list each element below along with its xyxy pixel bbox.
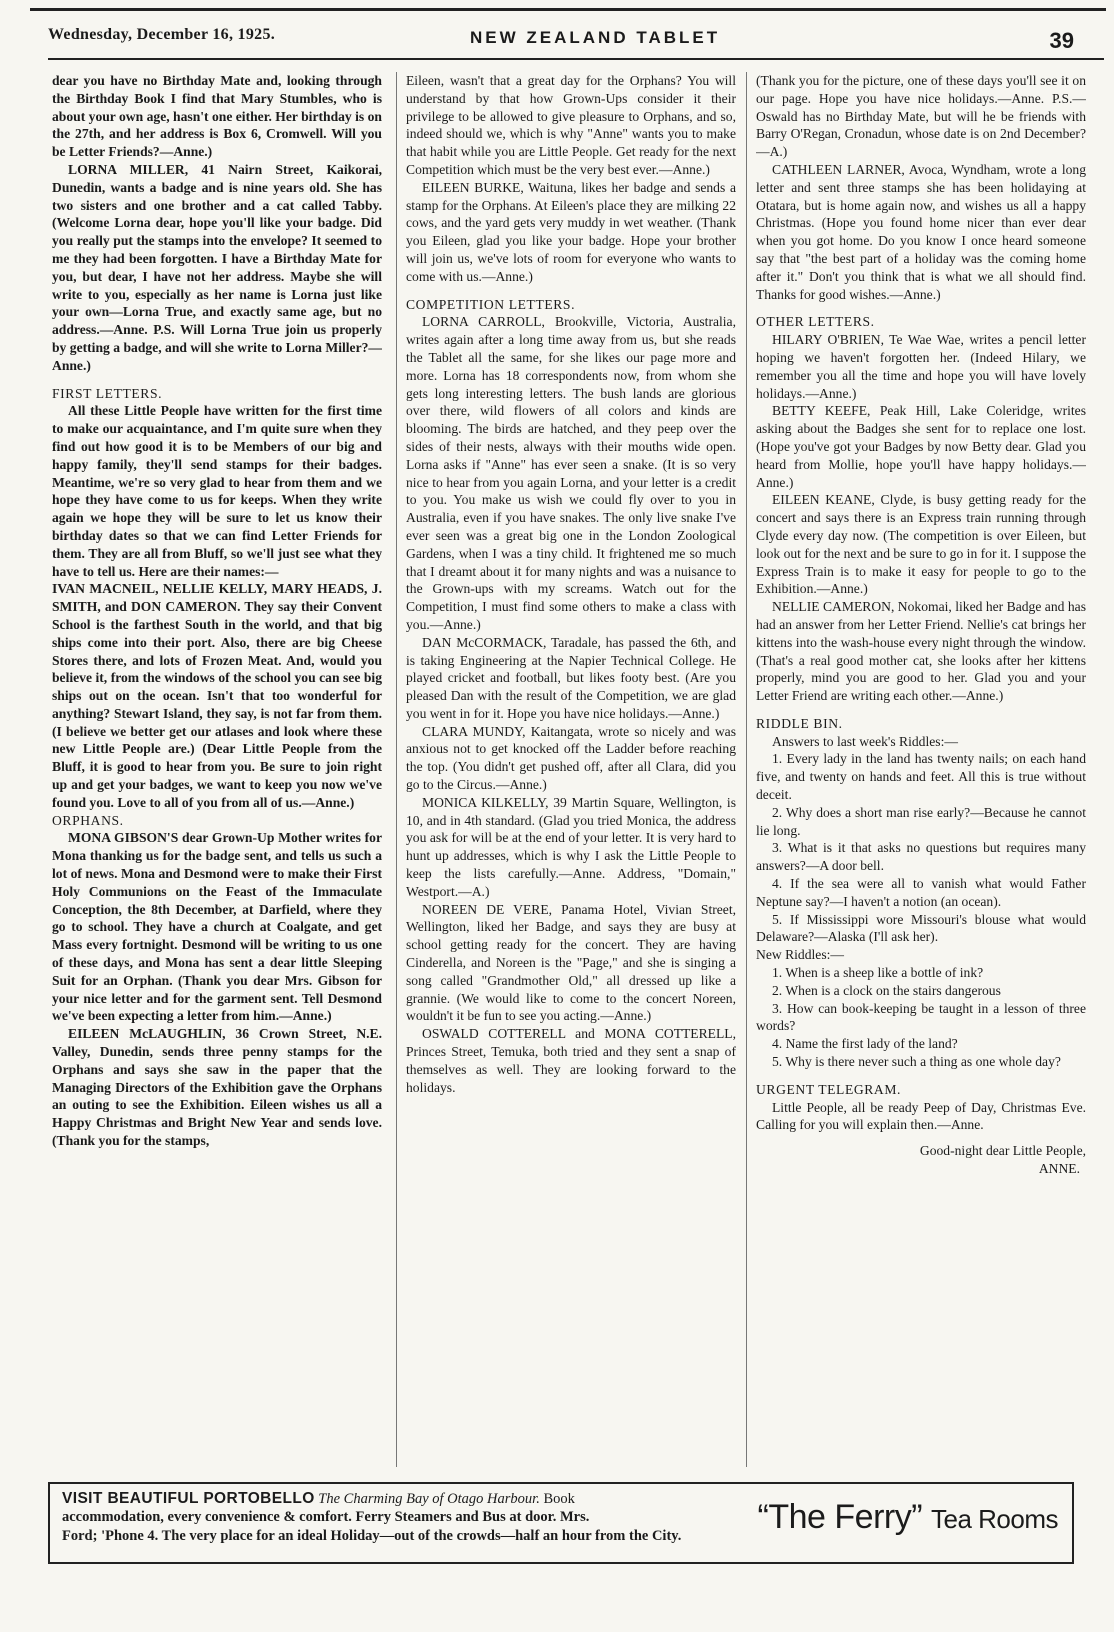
paragraph: EILEEN McLAUGHLIN, 36 Crown Street, N.E. Valley, Dunedin, sends three penny stamps for the Orphans and says she saw in the paper that the Managing Directors of the Exhibition gave the Orphans an outing to see the Exhibition. Eileen wishes us all a Happy Christmas and Bright New Year and sends love. (Thank you for the stamps, bbox=[52, 1026, 382, 1149]
riddle-question: 3. How can book-keeping be taught in a lesson of three words? bbox=[756, 1000, 1086, 1034]
paragraph: dear you have no Birthday Mate and, looking through the Birthday Book I find that Mary Stumbles, who is about your own age, hasn't one either. Her birthday is on the 27th, and her address is Box 6, Cromwell. Will you be Letter Friends?—Anne.) bbox=[52, 73, 382, 160]
paragraph: LORNA MILLER, 41 Nairn Street, Kaikorai, Dunedin, wants a badge and is nine years old. She has two sisters and one brother and a cat called Tabby. (Welcome Lorna dear, hope you'll like your badge. Did you really put the stamps into the envelope? It seemed to me they had been forgotten. I have a Birthday Mate for you, but dear, I have not her address. Maybe she will write to you, especially as her name is Lorna just like your own—Lorna True, and exactly same age, but no address.—Anne. P.S. Will Lorna True join us properly by getting a badge, and will she write to Lorna Miller?—Anne.) bbox=[52, 161, 382, 373]
ad-tagline: The Charming Bay of Otago Harbour. bbox=[318, 1491, 540, 1507]
riddle-intro: Answers to last week's Riddles:— bbox=[772, 733, 958, 749]
riddle-question: 4. Name the first lady of the land? bbox=[772, 1036, 958, 1052]
riddle-question: 2. When is a clock on the stairs dangerous bbox=[772, 982, 1001, 998]
section-heading: URGENT TELEGRAM. bbox=[756, 1081, 902, 1097]
paragraph: HILARY O'BRIEN, Te Wae Wae, writes a pencil letter hoping we haven't forgotten her. (Indeed Hilary, we remember you all the time and hope you will have lovely holidays.—Anne.) bbox=[756, 332, 1086, 401]
paragraph: DAN McCORMACK, Taradale, has passed the 6th, and is taking Engineering at the Napier Technical College. He played cricket and football, but likes footy best. (Are you pleased Dan with the result of the Competition, we are glad you went in for it. Hope you have nice holidays.—Anne.) bbox=[406, 634, 736, 721]
paragraph: OSWALD COTTERELL and MONA COTTERELL, Princes Street, Temuka, both tried and they sent a snap of themselves as well. They are looking forward to the holidays. bbox=[406, 1026, 736, 1095]
issue-date: Wednesday, December 16, 1925. bbox=[48, 26, 276, 43]
paragraph: (Thank you for the picture, one of these days you'll see it on our page. Hope you have nice holidays.—Anne. P.S.—Oswald has no Birthday Mate, but will he be friends with Barry O'Regan, Cronadun, whose date is on 2nd December?—A.) bbox=[756, 73, 1086, 160]
riddle-intro: New Riddles:— bbox=[756, 947, 844, 963]
ad-text: 'Phone 4. The very place for an ideal Holiday—out of the crowds—half an hour from the City. bbox=[101, 1528, 682, 1544]
column-one bbox=[52, 72, 382, 1472]
paragraph: MONICA KILKELLY, 39 Martin Square, Wellington, is 10, and in 4th standard. (Glad you tried Monica, the address you ask for will be at the end of your letter. It is very hard to hunt up addresses, which is why I ask the Little People to keep the lists carefully.—Anne. Address, "Domain," Westport.—A.) bbox=[406, 794, 736, 899]
ad-brand-tail: Tea Rooms bbox=[931, 1504, 1058, 1534]
page-header bbox=[48, 24, 1074, 54]
closing-line: Good-night dear Little People, bbox=[919, 1143, 1086, 1159]
riddle-question: 1. When is a sheep like a bottle of ink? bbox=[772, 965, 984, 981]
header-rule bbox=[48, 58, 1104, 60]
riddle-question: 5. Why is there never such a thing as one whole day? bbox=[772, 1054, 1061, 1070]
ad-brand bbox=[758, 1498, 1058, 1537]
column-divider bbox=[396, 72, 397, 1467]
section-heading: ORPHANS. bbox=[52, 812, 124, 828]
paragraph: BETTY KEEFE, Peak Hill, Lake Coleridge, writes asking about the Badges she sent for to replace one lost. (Hope you've got your Badges by now Betty dear. Glad you heard from Mollie, hope you'll have happy holidays.—Anne.) bbox=[756, 403, 1086, 490]
paragraph: NOREEN DE VERE, Panama Hotel, Vivian Street, Wellington, liked her Badge, and says they are busy at school getting ready for the concert. They are having Cinderella, and Noreen is the "Page," and she is singing a song called "Grandmother Old," all dressed up like a grannie. (We would like to come to the concert Noreen, wouldn't it be fun to see you acting.—Anne.) bbox=[406, 901, 736, 1024]
paragraph: Little People, all be ready Peep of Day, Christmas Eve. Calling for you will explain then.—Anne. bbox=[756, 1099, 1086, 1133]
top-rule bbox=[30, 8, 1106, 11]
paragraph: Eileen, wasn't that a great day for the Orphans? You will understand by that how Grown-Ups consider it their privilege to be allowed to give pleasure to Orphans, and so, indeed should we, which is why "Anne" wants you to make that habit while you are Little People. Get ready for the next Competition which must be the very best ever.—Anne.) bbox=[406, 73, 736, 177]
column-three bbox=[756, 72, 1086, 1472]
section-heading: COMPETITION LETTERS. bbox=[406, 296, 576, 312]
paragraph: EILEEN BURKE, Waituna, likes her badge and sends a stamp for the Orphans. At Eileen's place they are milking 22 cows, and the yard gets very muddy in wet weather. (Thank you Eileen, glad you like your badge. Hope your brother will join us, we've lots of room for everyone who wants to come with us.—Anne.) bbox=[406, 179, 736, 284]
section-heading: RIDDLE BIN. bbox=[756, 715, 843, 731]
ad-line bbox=[62, 1490, 575, 1508]
riddle-answer: 3. What is it that asks no questions but requires many answers?—A door bell. bbox=[756, 840, 1086, 874]
riddle-answer: 2. Why does a short man rise early?—Because he cannot lie long. bbox=[756, 804, 1086, 838]
paragraph: CATHLEEN LARNER, Avoca, Wyndham, wrote a long letter and sent three stamps she has been holidaying at Otatara, but is home again now, and wishes us all a happy Christmas. (Hope you found home nicer than ever dear when you got home. Do you know I once heard someone say that "the best part of a holiday was the coming home after it." Don't you think that is what we all should find. Thanks for good wishes.—Anne.) bbox=[756, 161, 1086, 302]
column-two bbox=[406, 72, 736, 1472]
section-heading: FIRST LETTERS. bbox=[52, 385, 163, 401]
riddle-answer: 5. If Mississippi wore Missouri's blouse what would Delaware?—Alaska (I'll ask her). bbox=[756, 911, 1086, 945]
ad-text: Book bbox=[543, 1491, 575, 1507]
paragraph: MONA GIBSON'S dear Grown-Up Mother writes for Mona thanking us for the badge sent, and tells us such a lot of news. Mona and Desmond were to make their First Holy Communions on the Feast of the Immaculate Conception, the 8th December, at Darfield, where they go to school. They have a church at Coalgate, and get Mass every fortnight. Desmond will be writing to us one of these days, and Mona has sent a dear little Sleeping Suit for an Orphan. (Thank you dear Mrs. Gibson for your nice letter and for the garment sent. Tell Desmond we've been expecting a letter from him.—Anne.) bbox=[52, 830, 382, 1024]
paragraph: NELLIE CAMERON, Nokomai, liked her Badge and has had an answer from her Letter Friend. Nellie's cat brings her kittens into the wash-house every night through the window. (That's a real good mother cat, she looks after her kittens properly, mind you are good to her. Glad you and your Letter Friend are writing each other.—Anne.) bbox=[756, 599, 1086, 704]
ad-name: Ford; bbox=[62, 1528, 98, 1544]
ad-line bbox=[62, 1528, 681, 1545]
paragraph: All these Little People have written for the first time to make our acquaintance, and I'm quite sure when they find out how good it is to be Members of our big and happy family, they'll send stamps for their badges. Meantime, we're so very glad to hear from them and we hope they have come to us for keeps. When they write again we hope they will be sure to let us know their birthday dates so that we can find Letter Friends for them. They are all from Bluff, so we'll just see what they have to tell us. Here are their names:— bbox=[52, 403, 382, 579]
paragraph: EILEEN KEANE, Clyde, is busy getting ready for the concert and says there is an Express train running through Clyde every day now. (The competition is over Eileen, but look out for the next and be sure to go in for it. I suppose the Express Train is to make it easy for people to go to the Exhibition.—Anne.) bbox=[756, 492, 1086, 597]
advertisement bbox=[48, 1482, 1074, 1564]
riddle-answer: 1. Every lady in the land has twenty nails; on each hand five, and twenty on hands and feet. All this is true without deceit. bbox=[756, 751, 1086, 803]
section-heading: OTHER LETTERS. bbox=[756, 314, 875, 330]
paragraph: LORNA CARROLL, Brookville, Victoria, Australia, writes again after a long time away from us, but she reads the Tablet all the same, for she likes our page more and more. Lorna has 18 correspondents now, from whom she gets long interesting letters. The bush lands are glorious over there, wild flowers of all colors and kinds are blooming. The birds are hatched, and they peep over the sides of their nests, always with their mouths wide open. Lorna asks if "Anne" has ever seen a snake. (It is so very nice to hear from you again Lorna, and your letter is a credit to you. You make us wish we could fly over to you in Australia, even if you have snakes. The only live snake I've ever seen was a great big one in the London Zoological Gardens, when I was a tiny child. It frightened me so much that I dreamt about it for many nights and was a nuisance to the Grown-ups with my screams. Watch out for the Competition, I must find some others to make a class with you.—Anne.) bbox=[406, 314, 736, 632]
ad-line: accommodation, every convenience & comfort. Ferry Steamers and Bus at door. Mrs. bbox=[62, 1509, 590, 1525]
masthead: NEW ZEALAND TABLET bbox=[470, 28, 721, 47]
ad-headline: VISIT BEAUTIFUL PORTOBELLO bbox=[62, 1490, 315, 1507]
riddle-answer: 4. If the sea were all to vanish what would Father Neptune say?—I haven't a notion (an ocean). bbox=[756, 876, 1086, 909]
column-divider bbox=[746, 72, 747, 1467]
signature: ANNE. bbox=[1038, 1161, 1080, 1177]
ad-brand-name: “The Ferry” bbox=[757, 1498, 923, 1536]
paragraph: IVAN MACNEIL, NELLIE KELLY, MARY HEADS, J. SMITH, and DON CAMERON. They say their Convent School is the farthest South in the world, and that big ships come into their port. Also, there are big Cheese Stores there, and lots of Frozen Meat. And, would you believe it, from the windows of the school you can see big ships out on the ocean. Isn't that too wonderful for anything? Stewart Island, they say, is not far from them. (I believe we better get our atlases and look where these new Little People are.) (Dear Little People from the Bluff, it is good to hear from you. Be sure to join right up and get your badges, we want to keep you now we've found you. Love to all of you from all of us.—Anne.) bbox=[52, 581, 382, 810]
paragraph: CLARA MUNDY, Kaitangata, wrote so nicely and was anxious not to get knocked off the Ladder before reaching the top. (You didn't get pushed off, after all Clara, did you go to the Circus.—Anne.) bbox=[406, 723, 736, 793]
page-number: 39 bbox=[1049, 28, 1074, 53]
